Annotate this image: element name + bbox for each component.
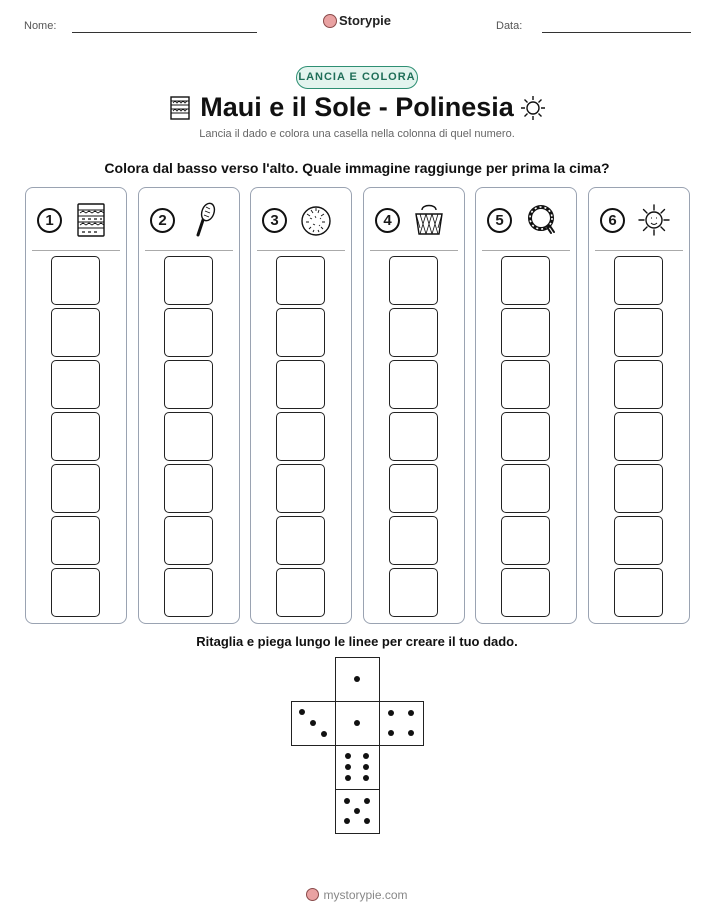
- pip: [364, 798, 370, 804]
- brand-logo: [0, 13, 714, 28]
- color-cell[interactable]: [164, 308, 213, 357]
- activity-badge: LANCIA E COLORA: [296, 66, 418, 89]
- color-cell[interactable]: [51, 308, 100, 357]
- pip: [321, 731, 327, 737]
- column-4: [363, 187, 465, 624]
- pip: [408, 730, 414, 736]
- color-cell[interactable]: [276, 516, 325, 565]
- pip: [310, 720, 316, 726]
- die-face-1: [335, 657, 380, 702]
- pip: [388, 730, 394, 736]
- color-cell[interactable]: [501, 516, 550, 565]
- column-number: 5: [487, 208, 512, 233]
- woven-net-basket-icon: [412, 202, 446, 238]
- sun-icon: [520, 95, 546, 121]
- color-cell[interactable]: [51, 516, 100, 565]
- column-divider: [370, 250, 458, 251]
- color-cell[interactable]: [501, 360, 550, 409]
- color-cell[interactable]: [614, 516, 663, 565]
- pip: [299, 709, 305, 715]
- color-cell[interactable]: [501, 568, 550, 617]
- column-2: [138, 187, 240, 624]
- date-line[interactable]: [542, 32, 691, 33]
- die-face-1: [335, 701, 380, 746]
- color-cell[interactable]: [276, 464, 325, 513]
- color-cell[interactable]: [164, 568, 213, 617]
- storypie-mascot-icon: [323, 14, 337, 28]
- color-cell[interactable]: [389, 464, 438, 513]
- color-cell[interactable]: [501, 308, 550, 357]
- coconut-icon: [299, 202, 333, 238]
- column-1: [25, 187, 127, 624]
- column-number: 4: [375, 208, 400, 233]
- color-cell[interactable]: [389, 308, 438, 357]
- footer-url[interactable]: mystorypie.com: [323, 888, 408, 902]
- color-cell[interactable]: [389, 256, 438, 305]
- pip: [363, 775, 369, 781]
- color-cell[interactable]: [164, 256, 213, 305]
- pip: [354, 808, 360, 814]
- pip: [363, 753, 369, 759]
- pip: [345, 753, 351, 759]
- name-line[interactable]: [72, 32, 257, 33]
- die-face-4: [379, 701, 424, 746]
- color-cell[interactable]: [164, 516, 213, 565]
- subtitle: Lancia il dado e colora una casella nella colonna di quel numero.: [199, 128, 515, 140]
- pip: [364, 818, 370, 824]
- storypie-mascot-icon: [306, 888, 319, 901]
- column-6: [588, 187, 690, 624]
- column-divider: [595, 250, 683, 251]
- rope-coil-icon: [524, 202, 558, 238]
- color-cell[interactable]: [164, 412, 213, 461]
- pip: [363, 764, 369, 770]
- color-cell[interactable]: [614, 412, 663, 461]
- die-face-3: [291, 701, 336, 746]
- sun-icon: [637, 202, 671, 238]
- pip: [344, 798, 350, 804]
- die-face-6: [335, 745, 380, 790]
- color-cell[interactable]: [276, 308, 325, 357]
- color-cell[interactable]: [501, 256, 550, 305]
- color-cell[interactable]: [614, 256, 663, 305]
- footer: [0, 888, 714, 902]
- color-cell[interactable]: [389, 360, 438, 409]
- die-face-5: [335, 789, 380, 834]
- tapa-cloth-icon: [74, 202, 108, 238]
- pip: [345, 764, 351, 770]
- color-cell[interactable]: [276, 360, 325, 409]
- column-3: [250, 187, 352, 624]
- pip: [388, 710, 394, 716]
- column-5: [475, 187, 577, 624]
- column-number: 3: [262, 208, 287, 233]
- page-title: Maui e il Sole - Polinesia: [200, 92, 514, 122]
- maraca-rattle-icon: [187, 202, 221, 238]
- color-cell[interactable]: [614, 308, 663, 357]
- color-cell[interactable]: [51, 360, 100, 409]
- color-cell[interactable]: [501, 464, 550, 513]
- cut-instruction: Ritaglia e piega lungo le linee per creare il tuo dado.: [196, 634, 518, 649]
- column-divider: [32, 250, 120, 251]
- coloring-instruction: Colora dal basso verso l'alto. Quale immagine raggiunge per prima la cima?: [104, 160, 610, 176]
- color-cell[interactable]: [389, 516, 438, 565]
- color-cell[interactable]: [51, 568, 100, 617]
- color-cell[interactable]: [389, 412, 438, 461]
- column-divider: [257, 250, 345, 251]
- color-cell[interactable]: [51, 412, 100, 461]
- color-cell[interactable]: [276, 412, 325, 461]
- column-number: 2: [150, 208, 175, 233]
- color-cell[interactable]: [164, 360, 213, 409]
- pip: [345, 775, 351, 781]
- color-cell[interactable]: [276, 568, 325, 617]
- pip: [354, 676, 360, 682]
- color-cell[interactable]: [501, 412, 550, 461]
- column-number: 1: [37, 208, 62, 233]
- brand-name: Storypie: [338, 13, 391, 28]
- color-cell[interactable]: [164, 464, 213, 513]
- date-label: Data:: [496, 20, 523, 32]
- color-cell[interactable]: [51, 256, 100, 305]
- color-cell[interactable]: [614, 568, 663, 617]
- color-cell[interactable]: [614, 360, 663, 409]
- name-label: Nome:: [24, 20, 57, 32]
- pip: [354, 720, 360, 726]
- pip: [344, 818, 350, 824]
- color-cell[interactable]: [51, 464, 100, 513]
- color-cell[interactable]: [614, 464, 663, 513]
- pip: [408, 710, 414, 716]
- color-cell[interactable]: [276, 256, 325, 305]
- column-divider: [145, 250, 233, 251]
- column-divider: [482, 250, 570, 251]
- color-cell[interactable]: [389, 568, 438, 617]
- column-number: 6: [600, 208, 625, 233]
